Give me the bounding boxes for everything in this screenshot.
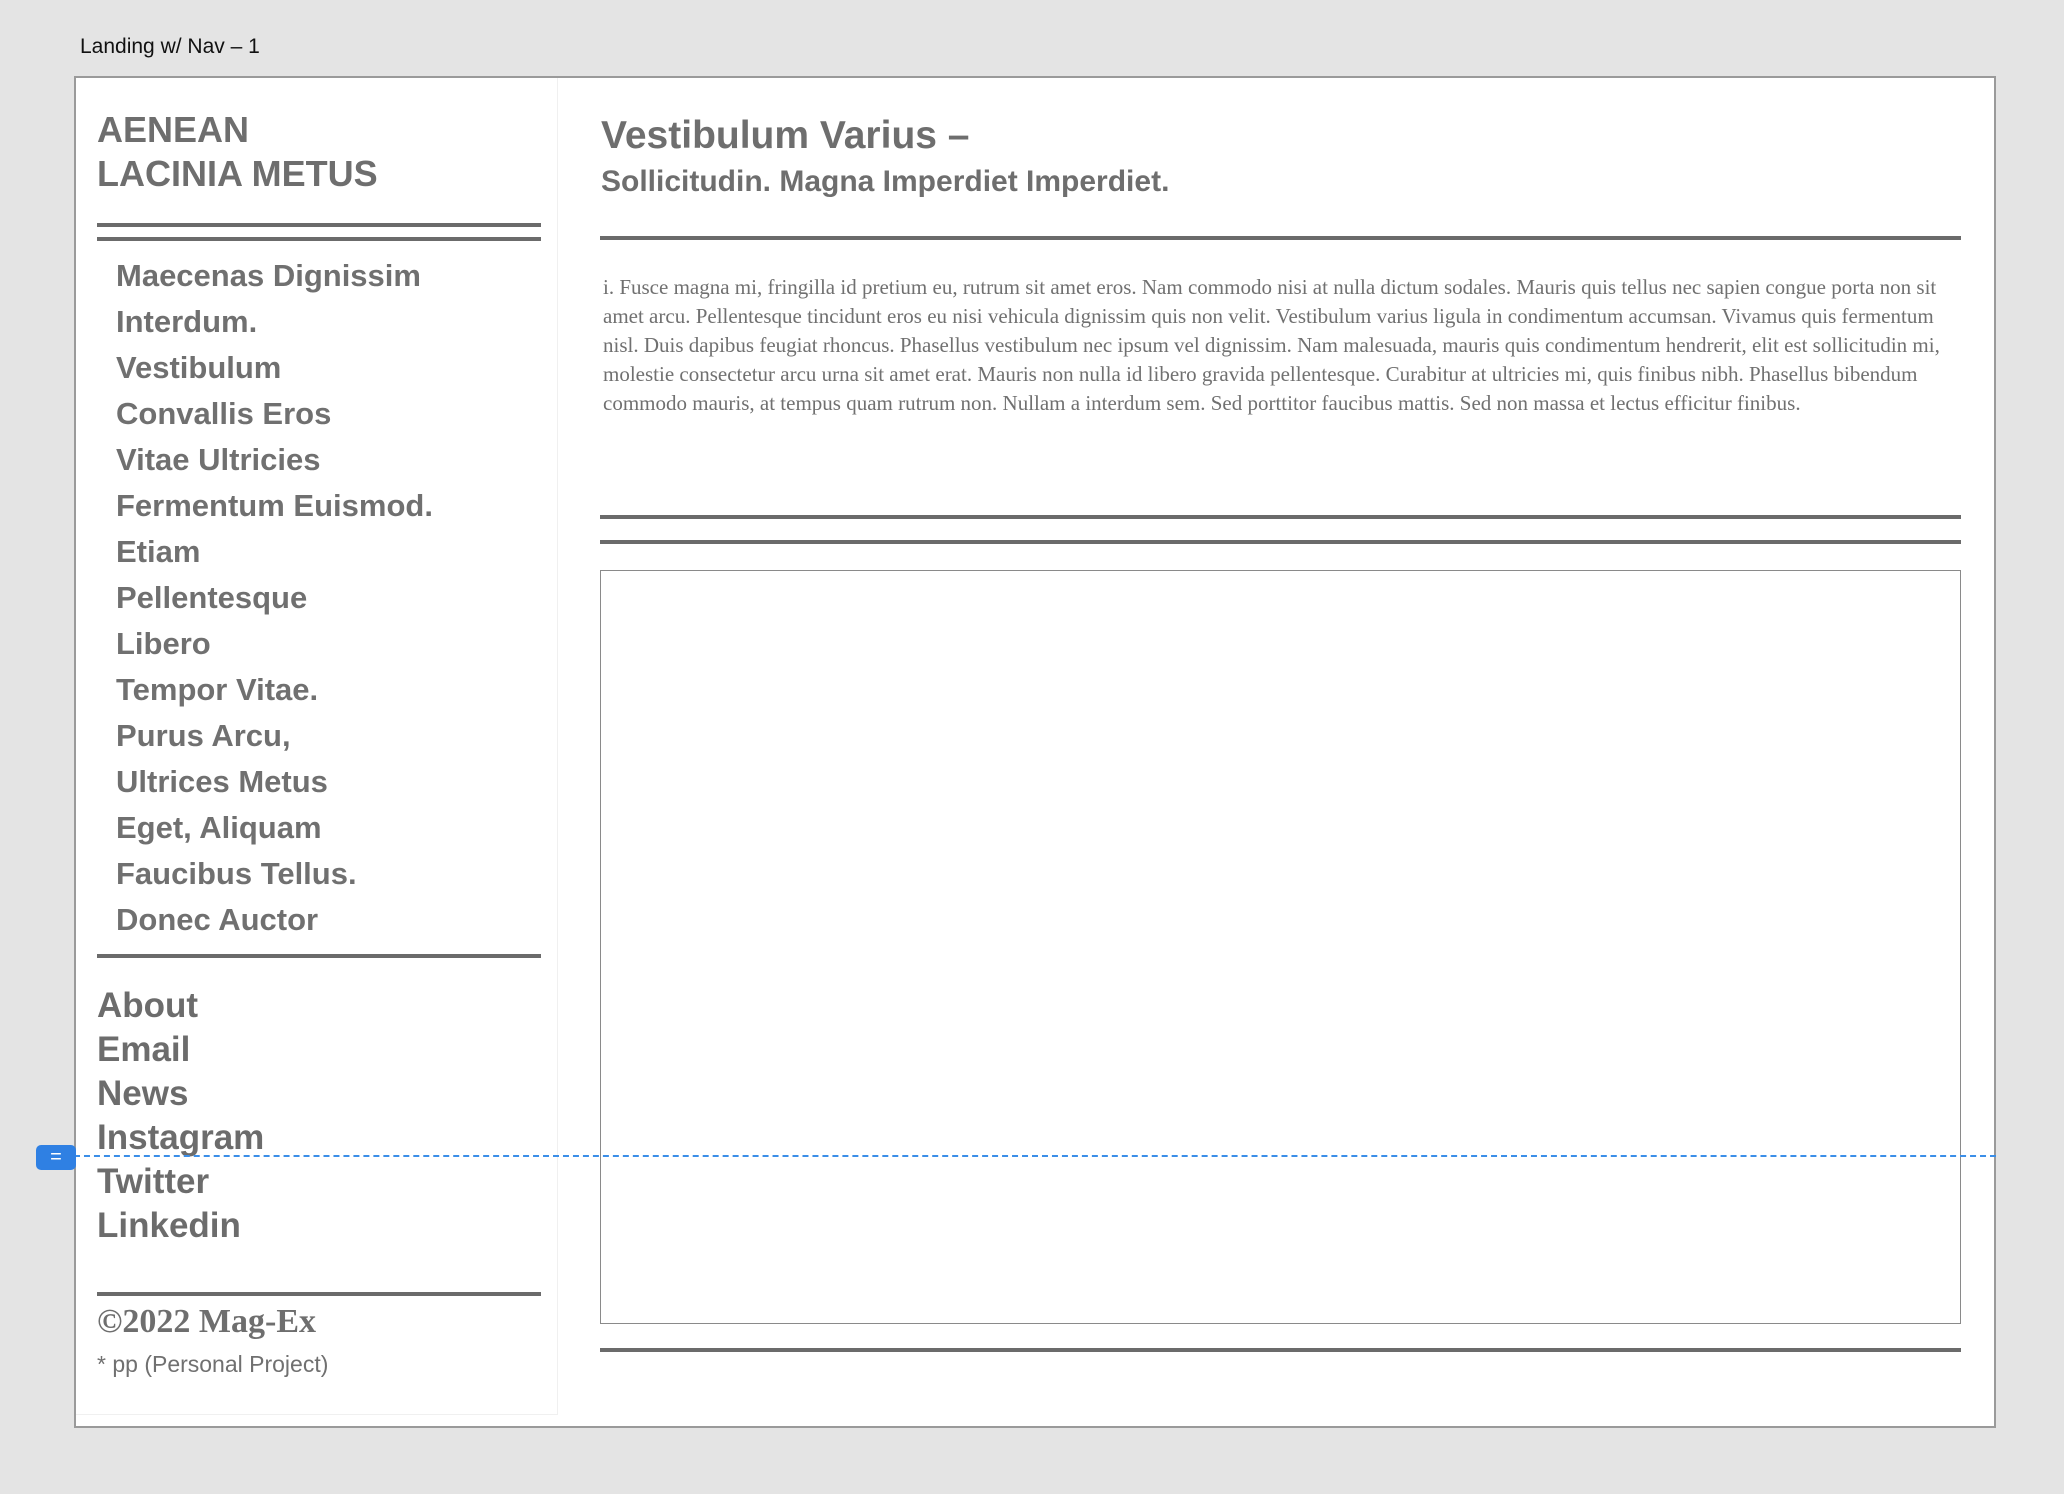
brand-line-2: LACINIA METUS: [97, 153, 378, 194]
page-subtitle: Sollicitudin. Magna Imperdiet Imperdiet.: [601, 165, 1170, 198]
link-news[interactable]: News: [97, 1074, 189, 1113]
divider: [97, 1292, 541, 1296]
sidebar: [76, 78, 558, 1415]
sidebar-nav: [116, 253, 433, 943]
copyright: ©2022 Mag-Ex: [97, 1303, 316, 1340]
nav-item[interactable]: Etiam: [116, 534, 201, 569]
link-linkedin[interactable]: Linkedin: [97, 1206, 241, 1245]
divider: [97, 954, 541, 958]
nav-item[interactable]: Faucibus Tellus.: [116, 856, 357, 891]
link-twitter[interactable]: Twitter: [97, 1162, 210, 1201]
link-about[interactable]: About: [97, 986, 199, 1025]
artboard: [74, 76, 1996, 1428]
divider: [600, 1348, 1961, 1352]
layout-guide-line[interactable]: [74, 1155, 1996, 1157]
project-note: * pp (Personal Project): [97, 1351, 329, 1377]
brand-line-1: AENEAN: [97, 109, 250, 150]
link-instagram[interactable]: Instagram: [97, 1118, 265, 1157]
divider: [600, 540, 1961, 544]
artboard-title[interactable]: Landing w/ Nav – 1: [80, 35, 260, 58]
divider: [97, 223, 541, 227]
nav-item[interactable]: Vitae Ultricies: [116, 442, 321, 477]
nav-item[interactable]: Tempor Vitae.: [116, 672, 319, 707]
divider: [600, 236, 1961, 240]
nav-item[interactable]: Purus Arcu,: [116, 718, 291, 753]
nav-item[interactable]: Vestibulum: [116, 350, 282, 385]
brand-logo[interactable]: [97, 108, 378, 196]
nav-item[interactable]: Interdum.: [116, 304, 258, 339]
nav-item[interactable]: Eget, Aliquam: [116, 810, 322, 845]
divider: [600, 515, 1961, 519]
nav-item[interactable]: Maecenas Dignissim: [116, 258, 421, 293]
nav-item[interactable]: Libero: [116, 626, 211, 661]
content-placeholder: [600, 570, 1961, 1324]
nav-item[interactable]: Convallis Eros: [116, 396, 332, 431]
page-title: Vestibulum Varius –: [601, 114, 970, 157]
nav-item[interactable]: Donec Auctor: [116, 902, 319, 937]
secondary-links: [97, 984, 264, 1248]
body-paragraph: i. Fusce magna mi, fringilla id pretium eu, rutrum sit amet eros. Nam commodo nisi at nulla dictum sodales. Mauris quis tellus nec sapien congue porta non sit amet arcu. Pellentesque tincidunt eros eu nisi vehicula dignissim quis non velit. Vestibulum varius ligula in condimentum accumsan. Vivamus quis fermentum nisl. Duis dapibus feugiat rhoncus. Phasellus vestibulum nec ipsum vel dignissim. Nam malesuada, mauris quis condimentum hendrerit, elit est sollicitudin mi, molestie consectetur arcu urna sit amet erat. Mauris non nulla id libero gravida pellentesque. Curabitur at ultricies mi, quis finibus nibh. Phasellus bibendum commodo mauris, at tempus quam rutrum non. Nullam a interdum sem. Sed porttitor faucibus mattis. Sed non massa et lectus efficitur finibus.: [603, 275, 1940, 415]
nav-item[interactable]: Fermentum Euismod.: [116, 488, 433, 523]
link-email[interactable]: Email: [97, 1030, 191, 1069]
nav-item[interactable]: Ultrices Metus: [116, 764, 328, 799]
divider: [97, 237, 541, 241]
nav-item[interactable]: Pellentesque: [116, 580, 308, 615]
guide-handle-icon[interactable]: =: [36, 1145, 76, 1170]
